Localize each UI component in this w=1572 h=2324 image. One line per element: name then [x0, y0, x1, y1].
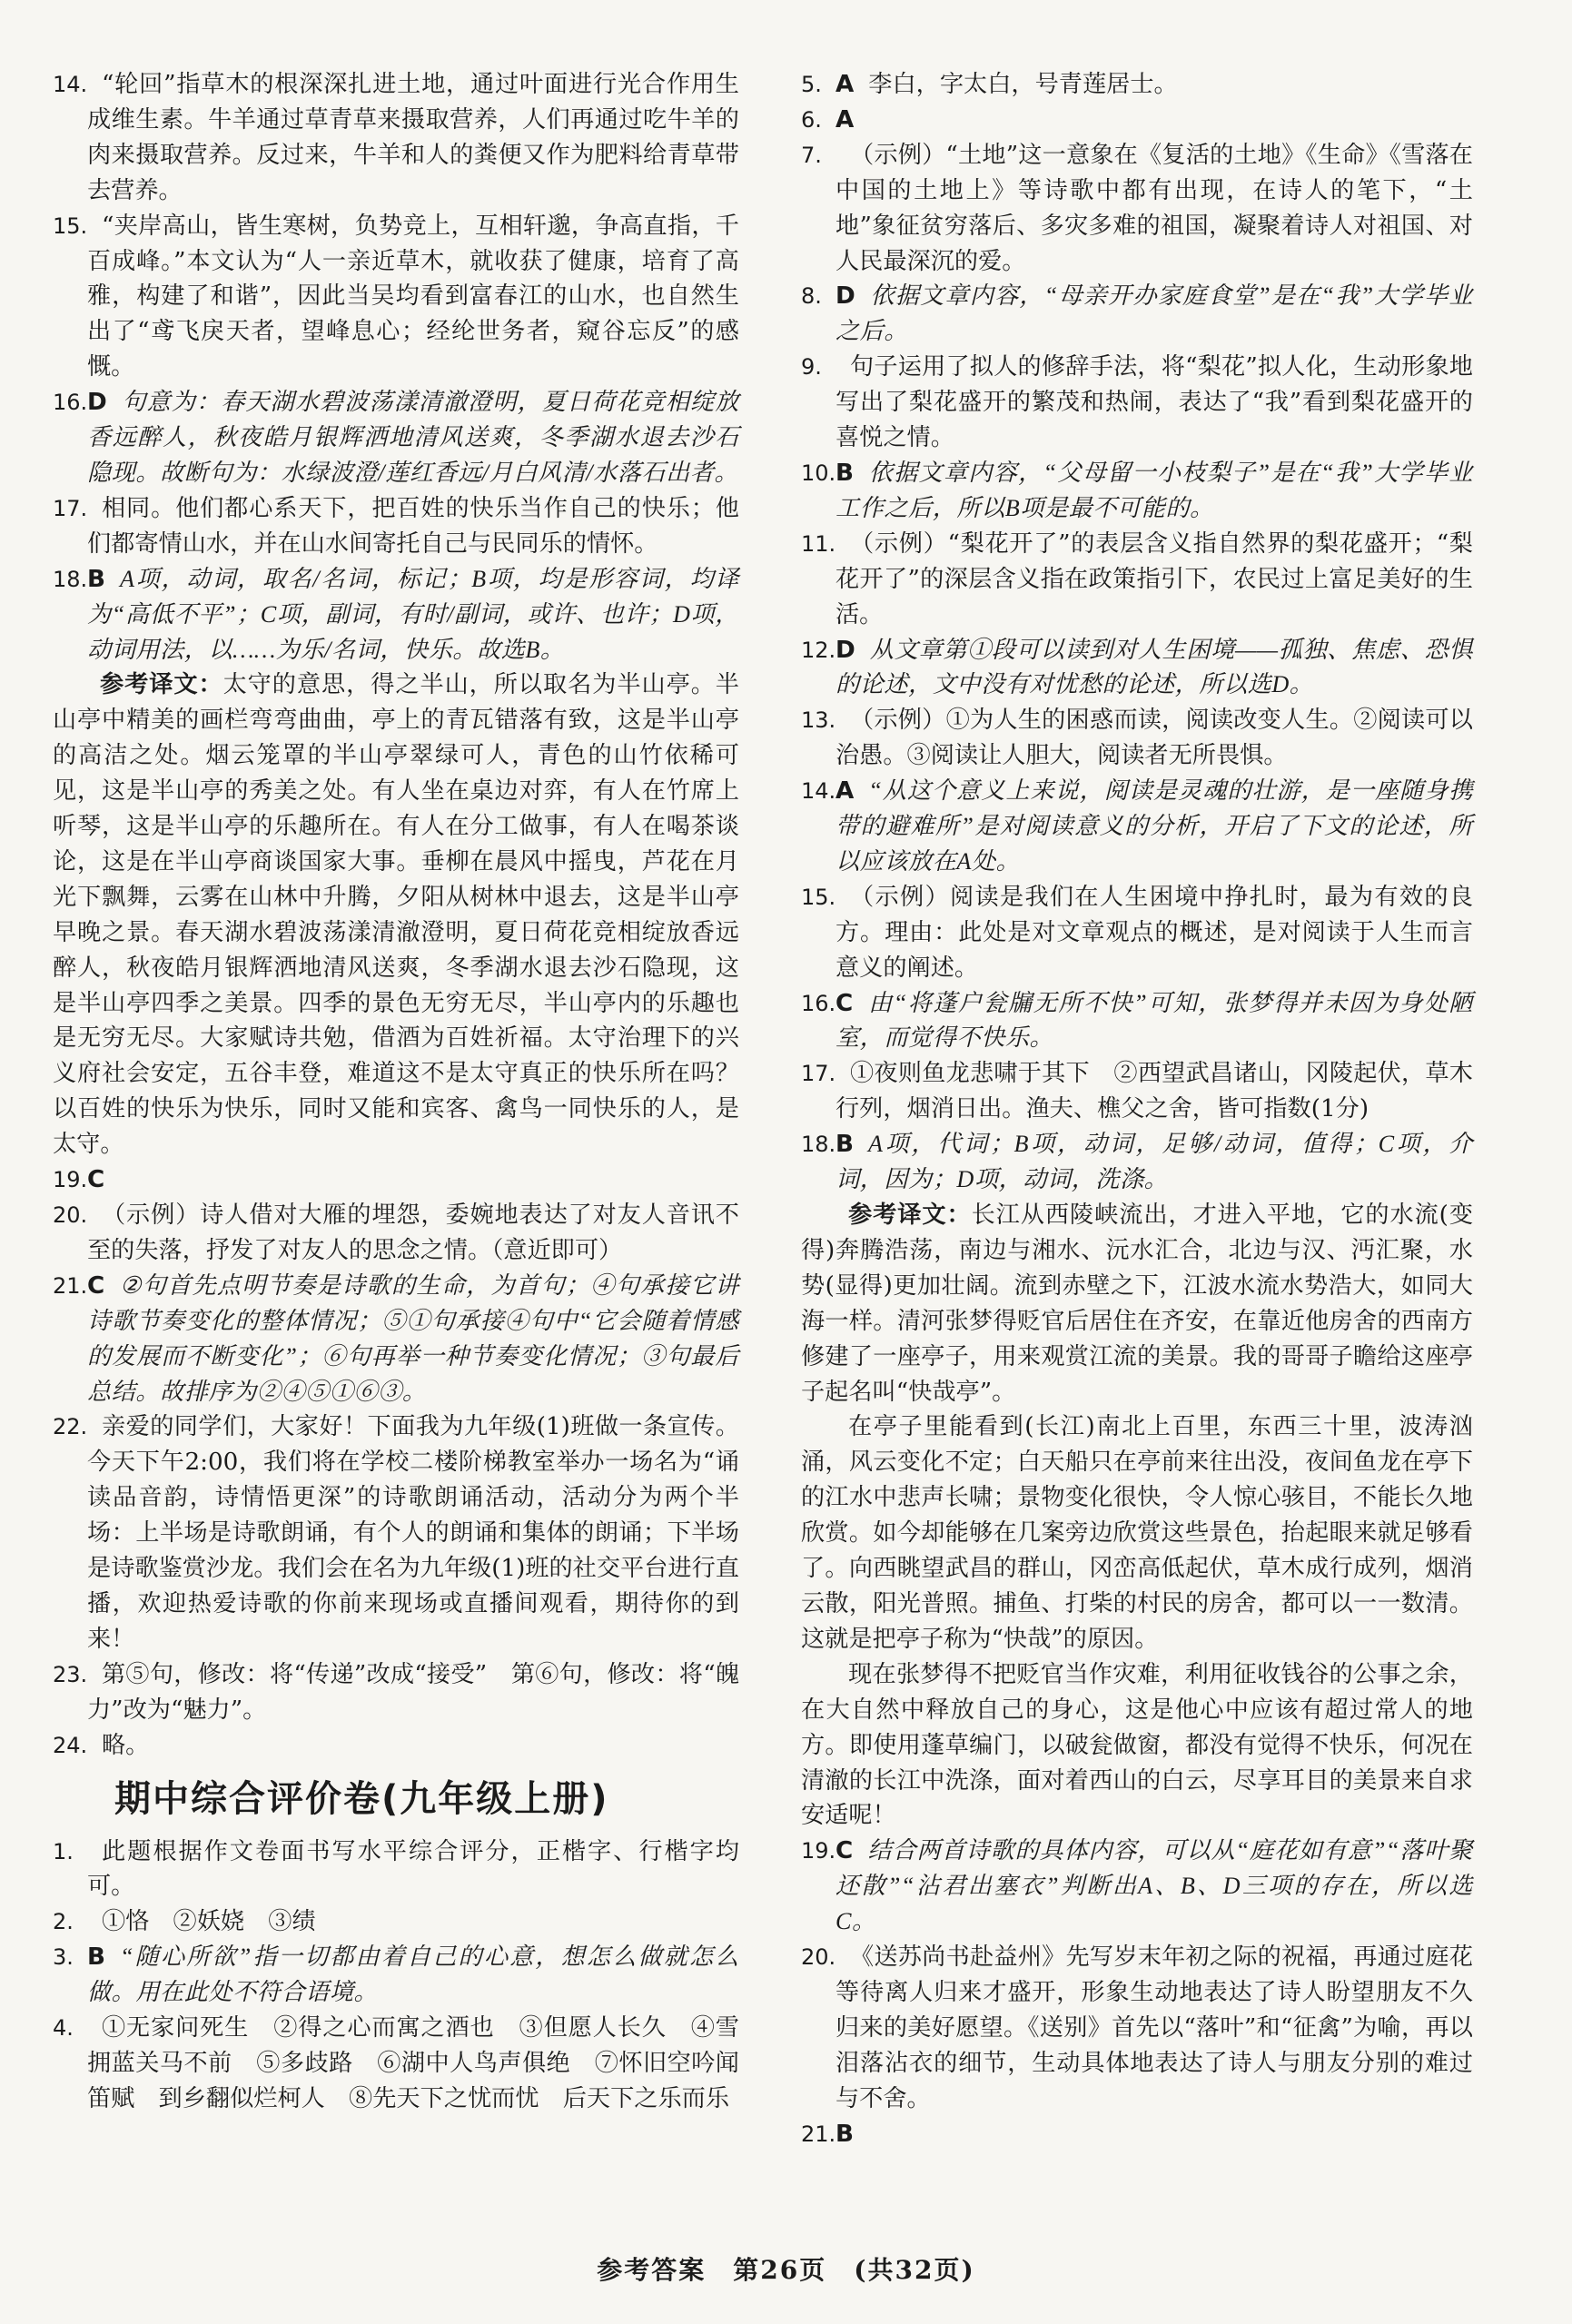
translation-label: 参考译文： [100, 671, 223, 699]
answer-body [835, 527, 1473, 633]
answer-item [801, 633, 1473, 704]
answer-item [53, 491, 739, 562]
answer-letter: B [835, 1131, 854, 1159]
answer-letter: C [87, 1271, 105, 1300]
answer-body [835, 633, 1473, 704]
answer-letter: B [835, 2120, 854, 2148]
answer-text: 相同。他们都心系天下，把百姓的快乐当作自己的快乐；他们都寄情山水，并在山水间寄托自己与民同乐的情怀。 [87, 494, 739, 558]
answer-body [87, 1409, 739, 1656]
answer-text: “轮回”指草木的根深深扎进土地，通过叶面进行光合作用生成维生素。牛羊通过草青草来摄取营养，人们再通过吃牛羊的肉来摄取营养。反过来，牛羊和人的粪便又作为肥料给青草带去营养。 [87, 71, 739, 204]
question-number: 17. [53, 495, 88, 521]
answer-text: （示例）阅读是我们在人生困境中挣扎时，最为有效的良方。理由：此处是对文章观点的概述，是对阅读于人生而言意义的阐述。 [835, 883, 1473, 982]
question-number: 5. [801, 72, 822, 97]
answer-body [87, 1657, 739, 1728]
question-number: 9. [801, 354, 822, 381]
question-number: 8. [801, 283, 822, 310]
answer-body [87, 1162, 739, 1198]
answer-body [835, 703, 1473, 774]
answer-text: 李白，字太白，号青莲居士。 [868, 71, 1178, 98]
question-number: 1. [53, 1838, 74, 1864]
answer-text: 《送苏尚书赴益州》先写岁末年初之际的祝福，再通过庭花等待离人归来才盛开，形象生动地表达了诗人盼望朋友不久归来的美好愿望。《送别》首先以“落叶”和“征禽”为喻，再以泪落沾衣的细节，生动具体地表达了诗人与朋友分别的难过与不舍。 [835, 1943, 1473, 2112]
answer-item [53, 1940, 739, 2011]
question-number: 21. [801, 2121, 836, 2147]
question-number: 11. [801, 530, 836, 557]
answer-body [835, 1056, 1473, 1127]
question-number: 12. [801, 637, 836, 663]
answer-item [801, 103, 1473, 138]
answer-letter: B [87, 565, 105, 593]
answer-text: （示例）①为人生的困惑而读，阅读改变人生。②阅读可以治愚。③阅读让人胆大，阅读者无所畏惧。 [835, 707, 1473, 770]
left-answer-list-2 [53, 1162, 739, 1763]
question-number: 16. [801, 990, 836, 1016]
question-number: 19. [801, 1838, 836, 1864]
answer-analysis: “从这个意义上来说，阅读是灵魂的壮游，是一座随身携带的避难所”是对阅读意义的分析，开启了下文的论述，所以应该放在A处。 [835, 777, 1473, 875]
question-number: 10. [801, 460, 836, 486]
answer-body [87, 385, 739, 491]
answer-body [835, 2117, 1473, 2152]
left-answer-list-3 [53, 1834, 739, 2117]
answer-body [87, 209, 739, 386]
answer-body [87, 491, 739, 562]
translation-text: 太守的意思，得之半山，所以取名为半山亭。半山亭中精美的画栏弯弯曲曲，亭上的青瓦错落有致，这是半山亭的高洁之处。烟云笼罩的半山亭翠绿可人，青色的山竹依稀可见，这是半山亭的秀美之处。有人坐在桌边对弈，有人在竹席上听琴，这是半山亭的乐趣所在。有人在分工做事，有人在喝茶谈论，这是在半山亭商谈国家大事。垂柳在晨风中摇曳，芦花在月光下飘舞，云雾在山林中升腾，夕阳从树林中退去，这是半山亭早晚之景。春天湖水碧波荡漾清澈澄明，夏日荷花竞相绽放香远醉人，秋夜皓月银辉洒地清风送爽，冬季湖水退去沙石隐现，这是半山亭四季之美景。四季的景色无穷无尽，半山亭内的乐趣也是无穷无尽。大家赋诗共勉，借酒为百姓祈福。太守治理下的兴义府社会安定，五谷丰登，难道这不是太守真正的快乐所在吗？以百姓的快乐为快乐，同时又能和宾客、禽鸟一同快乐的人，是太守。 [53, 671, 739, 1159]
answer-letter: C [835, 1837, 854, 1865]
answer-item [53, 1834, 739, 1905]
answer-item [801, 1940, 1473, 2117]
translation-paragraph: 在亭子里能看到(长江)南北上百里，东西三十里，波涛汹涌，风云变化不定；白天船只在亭前来往出没，夜间鱼龙在亭下的江水中悲声长啸；景物变化很快，令人惊心骇目，不能长久地欣赏。如今却能够在几案旁边欣赏这些景色，抬起眼来就足够看了。向西眺望武昌的群山，冈峦高低起伏，草木成行成列，烟消云散，阳光普照。捕鱼、打柴的村民的房舍，都可以一一数清。这就是把亭子称为“快哉”的原因。 [801, 1413, 1473, 1653]
answer-letter: A [835, 777, 855, 806]
answer-body [835, 1940, 1473, 2117]
answer-letter: D [835, 636, 855, 664]
answer-text: 第⑤句，修改：将“传递”改成“接受” 第⑥句，修改：将“魄力”改为“魅力”。 [87, 1660, 739, 1724]
question-number: 15. [801, 884, 836, 910]
answer-body [835, 1834, 1473, 1940]
question-number: 16. [53, 390, 88, 416]
answer-body [87, 1728, 739, 1764]
answer-body [87, 1904, 739, 1940]
answer-body [835, 138, 1473, 280]
answer-text: ①夜则鱼龙悲啸于其下 ②西望武昌诸山，冈陵起伏，草木行列，烟消日出。渔夫、樵父之舍，皆可指数(1分) [835, 1060, 1473, 1123]
answer-body [87, 1834, 739, 1905]
answer-text: 此题根据作文卷面书写水平综合评分，正楷字、行楷字均可。 [87, 1837, 739, 1901]
answer-body [87, 562, 739, 668]
answer-body [835, 350, 1473, 456]
answer-body [835, 1127, 1473, 1198]
question-number: 4. [53, 2015, 74, 2042]
answer-item [53, 385, 739, 491]
translation-label: 参考译文： [848, 1202, 972, 1229]
question-number: 15. [53, 213, 88, 239]
question-number: 18. [53, 566, 88, 592]
answer-item [801, 67, 1473, 103]
question-number: 20. [53, 1202, 88, 1228]
answer-letter: A [835, 105, 855, 134]
question-number: 6. [801, 106, 822, 133]
left-answer-list [53, 67, 739, 668]
question-number: 17. [801, 1061, 836, 1087]
answer-item [53, 1728, 739, 1764]
answer-letter: B [87, 1943, 105, 1972]
answer-analysis: 结合两首诗歌的具体内容，可以从“庭花如有意”“落叶聚还散”“沾君出塞衣”判断出A、B、D三项的存在，所以选C。 [835, 1837, 1473, 1935]
answer-text: （示例）诗人借对大雁的埋怨，委婉地表达了对友人音讯不至的失落，抒发了对友人的思念之情。（意近即可） [87, 1202, 739, 1264]
answer-item [53, 67, 739, 209]
question-number: 19. [53, 1167, 88, 1193]
question-number: 20. [801, 1944, 836, 1971]
translation-text: 长江从西陵峡流出，才进入平地，它的水流(变得)奔腾浩荡，南边与湘水、沅水汇合，北边与汉、沔汇聚，水势(显得)更加壮阔。流到赤壁之下，江波水流水势浩大，如同大海一样。清河张梦得贬官后居住在齐安，在靠近他房舍的西南方修建了一座亭子，用来观赏江流的美景。我的哥哥子瞻给这座亭子起名叫“快哉亭”。 [801, 1202, 1474, 1406]
answer-body [87, 2011, 739, 2117]
answer-item [801, 527, 1473, 633]
answer-analysis: A项，动词，取名/名词，标记；B项，均是形容词，均译为“高低不平”；C项，副词，有时/副词，或许、也许；D项，动词用法，以……为乐/名词，快乐。故选B。 [87, 565, 739, 663]
question-number: 21. [53, 1272, 88, 1299]
translation-paragraph: 现在张梦得不把贬官当作灾难，利用征收钱谷的公事之余，在大自然中释放自己的身心，这是他心中应该有超过常人的地方。即使用蓬草编门，以破瓮做窗，都没有觉得不快乐，何况在清澈的长江中洗涤，面对着西山的白云，尽享耳目的美景来自求安适呢！ [801, 1660, 1473, 1830]
answer-text: （示例）“梨花开了”的表层含义指自然界的梨花盛开；“梨花开了”的深层含义指在政策指引下，农民过上富足美好的生活。 [835, 529, 1473, 628]
answer-letter: C [835, 989, 854, 1017]
answer-item [53, 1198, 739, 1269]
right-answer-list-2 [801, 1834, 1473, 2151]
answer-item [53, 1409, 739, 1656]
answer-analysis: 句意为：春天湖水碧波荡漾清澈澄明，夏日荷花竞相绽放香远醉人，秋夜皓月银辉洒地清风送爽，冬季湖水退去沙石隐现。故断句为：水绿波澄/莲红香远/月白风清/水落石出者。 [87, 389, 739, 486]
answer-body [87, 1940, 739, 2011]
question-number: 23. [53, 1661, 88, 1687]
question-number: 14. [801, 778, 836, 805]
right-answer-list [801, 67, 1473, 1198]
answer-item [801, 350, 1473, 456]
answer-item [801, 774, 1473, 880]
answer-item [53, 562, 739, 668]
answer-item [53, 209, 739, 386]
answer-item [801, 1056, 1473, 1127]
question-number: 3. [53, 1944, 74, 1971]
answer-text: ①恪 ②妖娆 ③绩 [102, 1908, 316, 1936]
translation-paragraph [53, 668, 739, 1162]
answer-text: “夹岸高山，皆生寒树，负势竞上，互相轩邈，争高直指，千百成峰。”本文认为“人一亲近草木，就收获了健康，培育了高雅，构建了和谐”，因此当吴均看到富春江的山水，也自然生出了“鸢飞戾天者，望峰息心；经纶世务者，窥谷忘反”的感慨。 [87, 212, 739, 381]
answer-text: ①无家问死生 ②得之心而寓之酒也 ③但愿人长久 ④雪拥蓝关马不前 ⑤多歧路 ⑥湖中人鸟声俱绝 ⑦怀旧空吟闻笛赋 到乡翻似烂柯人 ⑧先天下之忧而忧 后天下之乐而乐 [87, 2014, 739, 2112]
section-title: 期中综合评价卷(九年级上册) [114, 1777, 609, 1820]
answer-item [53, 2011, 739, 2117]
answer-body [835, 774, 1473, 880]
answer-item [801, 1834, 1473, 1940]
answer-item [801, 986, 1473, 1057]
question-number: 14. [53, 72, 88, 97]
translation-paragraph [801, 1198, 1473, 1409]
answer-body [87, 1198, 739, 1269]
answer-body [87, 67, 739, 209]
answer-body [835, 67, 1473, 103]
answer-text: 略。 [102, 1731, 150, 1759]
answer-letter: D [835, 282, 855, 311]
answer-letter: A [835, 71, 855, 98]
question-number: 18. [801, 1132, 836, 1158]
answer-item [801, 880, 1473, 986]
answer-item [53, 1162, 739, 1198]
answer-analysis: 依据文章内容，“父母留一小枝梨子”是在“我”大学毕业工作之后，所以B项是最不可能的。 [835, 459, 1473, 521]
answer-body [87, 1269, 739, 1410]
answer-item [53, 1657, 739, 1728]
answer-item [53, 1904, 739, 1940]
answer-letter: D [87, 389, 107, 417]
answer-item [53, 1269, 739, 1410]
answer-analysis: A项，代词；B项，动词，足够/动词，值得；C项，介词，因为；D项，动词，洗涤。 [835, 1131, 1473, 1193]
answer-text: （示例）“土地”这一意象在《复活的土地》《生命》《雪落在中国的土地上》等诗歌中都有出现，在诗人的笔下，“土地”象征贫穷落后、多灾多难的祖国，凝聚着诗人对祖国、对人民最深沉的爱。 [835, 141, 1473, 275]
answer-analysis: 从文章第①段可以读到对人生困境——孤独、焦虑、恐惧的论述，文中没有对忧愁的论述，所以选D。 [835, 636, 1473, 698]
answer-body [835, 986, 1473, 1057]
answer-body [835, 279, 1473, 350]
answer-item [801, 2117, 1473, 2152]
answer-text: 亲爱的同学们，大家好！下面我为九年级(1)班做一条宣传。今天下午2:00，我们将在学校二楼阶梯教室举办一场名为“诵读品音韵，诗情悟更深”的诗歌朗诵活动，活动分为两个半场：上半场是诗歌朗诵，有个人的朗诵和集体的朗诵；下半场是诗歌鉴赏沙龙。我们会在名为九年级(1)班的社交平台进行直播，欢迎热爱诗歌的你前来现场或直播间观看，期待你的到来！ [87, 1413, 739, 1653]
answer-analysis: 依据文章内容，“母亲开办家庭食堂”是在“我”大学毕业之后。 [835, 282, 1473, 345]
answer-letter: B [835, 459, 854, 487]
question-number: 2. [53, 1909, 74, 1935]
left-column [53, 67, 739, 2117]
question-number: 13. [801, 707, 836, 734]
answer-item [801, 456, 1473, 527]
answer-analysis: “随心所欲”指一切都由着自己的心意，想怎么做就怎么做。用在此处不符合语境。 [87, 1943, 739, 2006]
answer-analysis: 由“将蓬户瓮牖无所不快”可知，张梦得并未因为身处陋室，而觉得不快乐。 [835, 989, 1473, 1052]
question-number: 24. [53, 1732, 88, 1758]
answer-analysis: ②句首先点明节奏是诗歌的生命，为首句；④句承接它讲诗歌节奏变化的整体情况；⑤①句承接④句中“它会随着情感的发展而不断变化”；⑥句再举一种节奏变化情况；③句最后总结。故排序为②④⑤①⑥③。 [87, 1271, 739, 1405]
answer-body [835, 880, 1473, 986]
answer-item [801, 138, 1473, 280]
page-footer: 参考答案 第26页 (共32页) [597, 2255, 975, 2285]
answer-item [801, 1127, 1473, 1198]
answer-text: 句子运用了拟人的修辞手法，将“梨花”拟人化，生动形象地写出了梨花盛开的繁茂和热闹，表达了“我”看到梨花盛开的喜悦之情。 [835, 353, 1473, 452]
answer-body [835, 103, 1473, 138]
answer-body [835, 456, 1473, 527]
right-column [801, 67, 1473, 2151]
answer-item [801, 703, 1473, 774]
question-number: 22. [53, 1414, 88, 1440]
answer-item [801, 279, 1473, 350]
question-number: 7. [801, 142, 822, 168]
answer-letter: C [87, 1166, 105, 1194]
